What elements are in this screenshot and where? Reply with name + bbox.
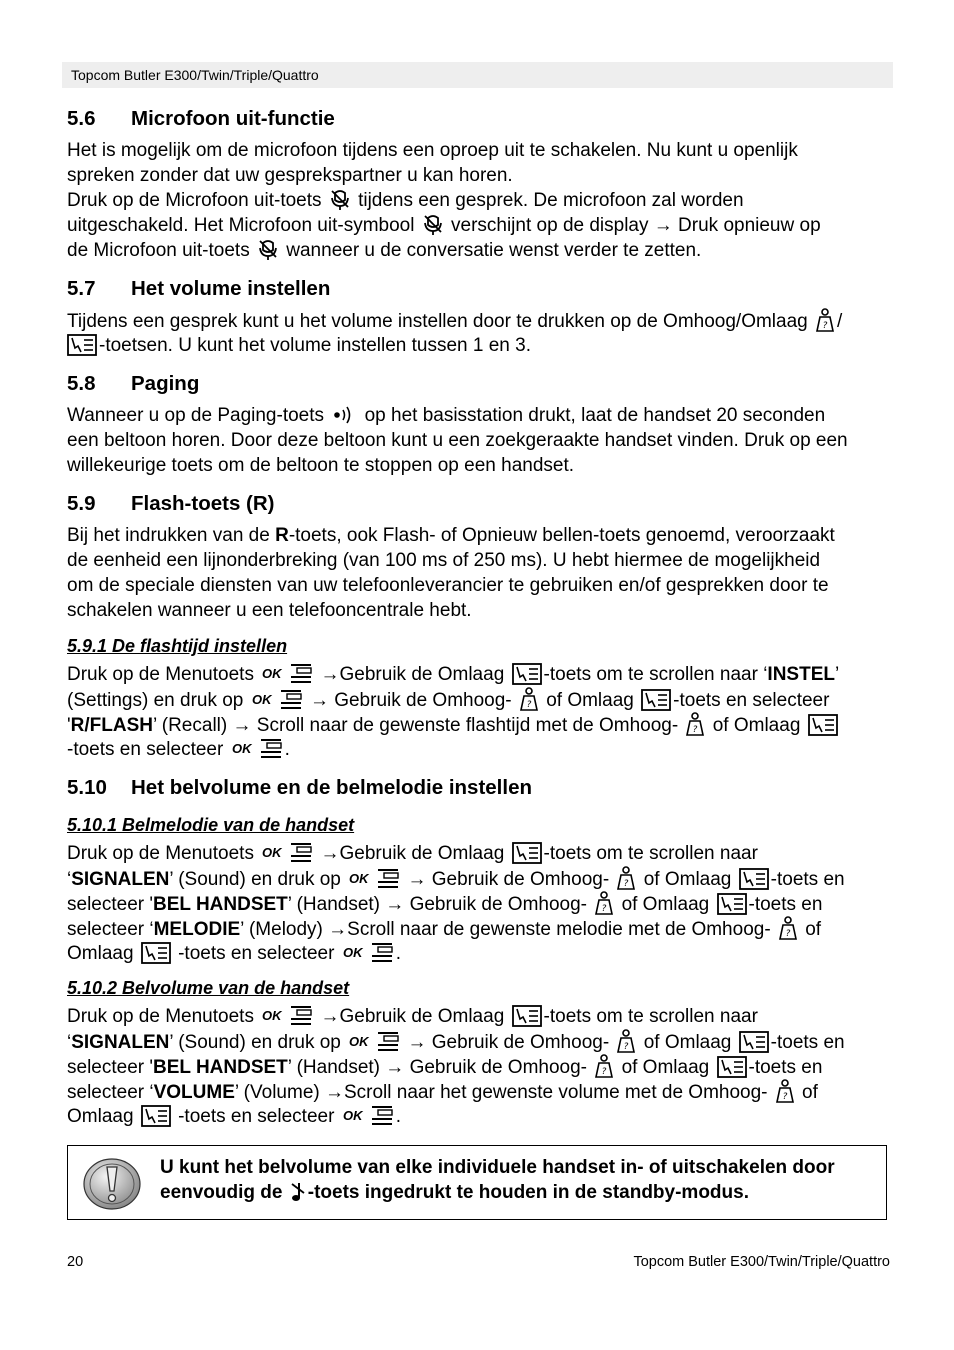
subsection-body-5-9-1: Druk op de Menutoets OK →Gebruik de Omlaag -toets om te scrollen naar ‘INSTEL’ (Settings) en druk op OK → Gebruik de Omhoog- ? of Omlaag -toets en selecteer 'R/FLASH’ (Recall) → Scroll naar de gewenste flashtijd met de Omhoog- ? of Omlaag -toets en selecteer OK . <box>67 664 840 760</box>
section-heading-5-8: 5.8 Paging <box>67 372 200 395</box>
svg-text:?: ? <box>785 929 791 939</box>
svg-text:OK: OK <box>342 1108 363 1123</box>
section-heading-5-7: 5.7 Het volume instellen <box>67 277 331 300</box>
phonebook-down-icon <box>512 1005 542 1027</box>
svg-text:?: ? <box>601 904 607 914</box>
page-number: 20 <box>67 1254 84 1270</box>
phonebook-down-icon <box>717 1056 747 1078</box>
svg-text:?: ? <box>601 1067 607 1077</box>
ok-menu-icon <box>261 663 313 685</box>
ok-menu-icon <box>342 942 394 964</box>
volume-up-icon <box>685 712 705 736</box>
ok-menu-icon <box>261 842 313 864</box>
microphone-mute-icon <box>329 189 351 211</box>
svg-text:OK: OK <box>251 692 272 707</box>
section-heading-5-10: 5.10 Het belvolume en de belmelodie instellen <box>67 776 532 799</box>
svg-text:OK: OK <box>262 666 282 681</box>
subsection-body-5-10-2: Druk op de Menutoets OK →Gebruik de Omlaag -toets om te scrollen naar ‘SIGNALEN’ (Sound) en druk op OK → Gebruik de Omhoog- ? of Omlaag -toets en selecteer 'BEL HANDSET’ (Handset) → Gebruik de Omhoog- ? of Omlaag -toets en selecteer ‘VOLUME’ (Volume) →Scroll naar het gewenste volume met de Omhoog- ? of Omlaag -toets en selecteer OK . <box>67 1006 845 1127</box>
ok-menu-icon <box>251 689 303 711</box>
subsection-heading-5-10-1: 5.10.1 Belmelodie van de handset <box>67 815 355 835</box>
section-body-5-7: Tijdens een gesprek kunt u het volume instellen door te drukken op de Omhoog/Omlaag ? / -toetsen. U kunt het volume instellen tussen 1 en 3. <box>67 308 892 358</box>
volume-up-icon <box>775 1079 795 1103</box>
phonebook-down-icon <box>141 942 171 964</box>
volume-up-icon <box>815 308 835 332</box>
ringer-mute-icon <box>290 1181 306 1203</box>
page-header <box>62 62 893 88</box>
note-text: U kunt het belvolume van elke individuele handset in- of uitschakelen door eenvoudig de -toets ingedrukt te houden in de standby-modus. <box>160 1157 835 1203</box>
svg-text:?: ? <box>526 700 532 710</box>
ok-menu-icon <box>261 1005 313 1027</box>
svg-text:OK: OK <box>342 945 363 960</box>
svg-text:?: ? <box>624 879 629 889</box>
volume-up-icon <box>594 1054 614 1078</box>
section-heading-5-9: 5.9 Flash-toets (R) <box>67 492 275 515</box>
phonebook-down-icon <box>641 689 671 711</box>
paging-icon <box>331 404 357 426</box>
section-body-5-6: Het is mogelijk om de microfoon tijdens een oproep uit te schakelen. Nu kunt u openlijk spreken zonder dat uw gesprekspartner u kan horen. Druk op de Microfoon uit-toets tijdens een gesprek. De microfoon zal worden uitgeschakeld. Het Microfoon uit-symbool verschijnt op de display → Druk opnieuw op de Microfoon uit-toets wanneer u de conversatie wenst verder te zetten. <box>67 140 821 261</box>
exclamation-note-icon <box>82 1158 142 1215</box>
ok-menu-icon <box>348 868 400 890</box>
phonebook-down-icon <box>739 1031 769 1053</box>
svg-text:?: ? <box>782 1092 788 1102</box>
ok-menu-icon <box>231 738 283 760</box>
svg-text:?: ? <box>693 725 698 735</box>
phonebook-down-icon <box>717 893 747 915</box>
volume-up-icon <box>616 866 636 890</box>
phonebook-down-icon <box>141 1105 171 1127</box>
svg-text:?: ? <box>624 1042 629 1052</box>
svg-text:OK: OK <box>349 871 369 886</box>
svg-text:OK: OK <box>349 1034 369 1049</box>
subsection-body-5-10-1: Druk op de Menutoets OK →Gebruik de Omlaag -toets om te scrollen naar ‘SIGNALEN’ (Sound) en druk op OK → Gebruik de Omhoog- ? of Omlaag -toets en selecteer 'BEL HANDSET’ (Handset) → Gebruik de Omhoog- ? of Omlaag -toets en selecteer ‘MELODIE’ (Melody) →Scroll naar de gewenste melodie met de Omhoog- ? of Omlaag -toets en selecteer OK . <box>67 843 845 964</box>
svg-text:OK: OK <box>262 845 282 860</box>
section-heading-5-6: 5.6 Microfoon uit-functie <box>67 107 335 130</box>
section-body-5-8: Wanneer u op de Paging-toets op het basisstation drukt, laat de handset 20 seconden een beltoon horen. Door deze beltoon kunt u een zoekgeraakte handset vinden. Druk op een willekeurige toets om de beltoon te stoppen op een handset. <box>67 405 848 476</box>
phonebook-down-icon <box>739 868 769 890</box>
header-title: Topcom Butler E300/Twin/Triple/Quattro <box>71 67 319 83</box>
svg-text:?: ? <box>822 321 828 331</box>
svg-text:OK: OK <box>231 741 252 756</box>
phonebook-down-icon <box>512 842 542 864</box>
footer-title: Topcom Butler E300/Twin/Triple/Quattro <box>633 1254 890 1270</box>
phonebook-down-icon <box>512 663 542 685</box>
microphone-mute-icon <box>422 214 444 236</box>
note-box <box>67 1145 887 1220</box>
subsection-heading-5-9-1: 5.9.1 De flashtijd instellen <box>67 636 288 656</box>
subsection-heading-5-10-2: 5.10.2 Belvolume van de handset <box>67 978 350 998</box>
phonebook-down-icon <box>808 714 838 736</box>
phonebook-down-icon <box>67 334 97 356</box>
ok-menu-icon <box>342 1105 394 1127</box>
microphone-mute-icon <box>257 239 279 261</box>
volume-up-icon <box>616 1029 636 1053</box>
volume-up-icon <box>519 687 539 711</box>
svg-text:OK: OK <box>262 1008 282 1023</box>
section-body-5-9: Bij het indrukken van de R-toets, ook Flash- of Opnieuw bellen-toets genoemd, veroorzaakt de eenheid een lijnonderbreking (van 100 ms of 250 ms). U hebt hiermee de mogelijkheid om de speciale diensten van uw telefoonleverancier te gebruiken en/of gesprekken door te schakelen wanneer u een telefooncentrale hebt. <box>67 525 835 621</box>
ok-menu-icon <box>348 1031 400 1053</box>
volume-up-icon <box>594 891 614 915</box>
volume-up-icon <box>778 916 798 940</box>
